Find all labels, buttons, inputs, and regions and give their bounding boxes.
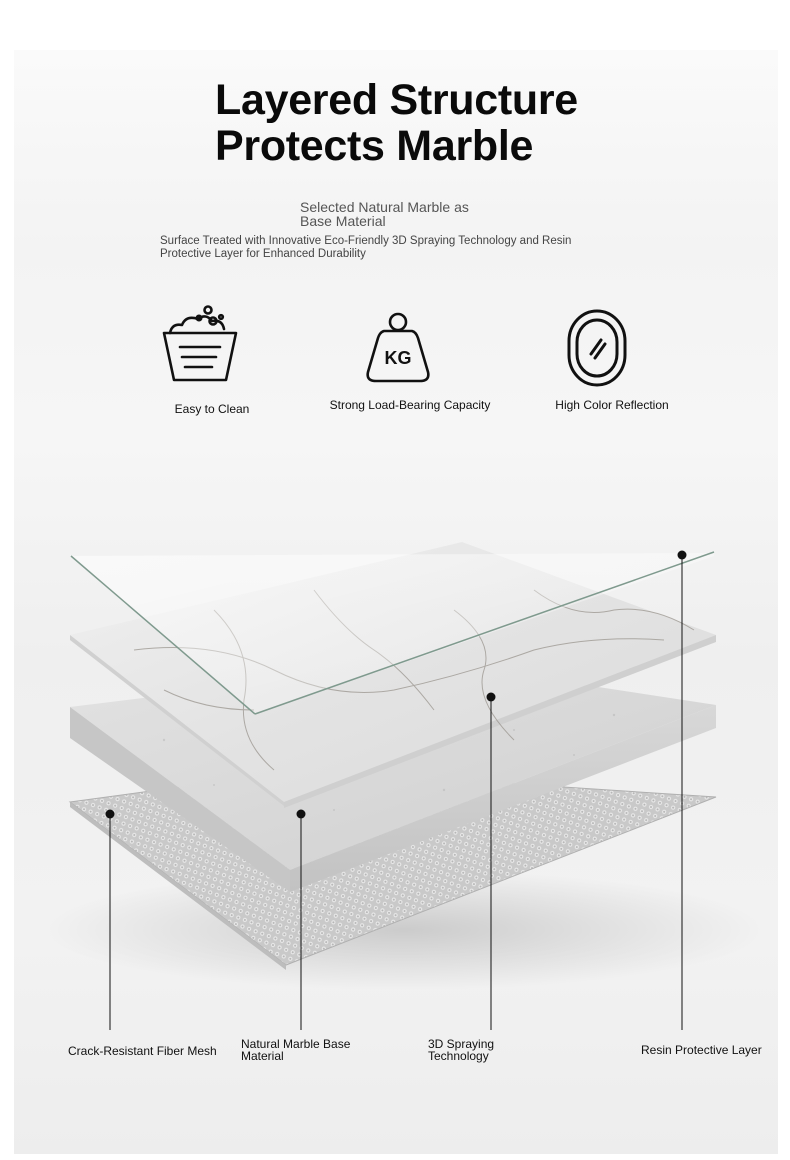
title-line-1: Layered Structure <box>215 76 578 124</box>
feature-label: Strong Load-Bearing Capacity <box>329 398 491 412</box>
product-infographic <box>14 50 778 1154</box>
callout-resin-text: Resin Protective Layer <box>641 1043 762 1057</box>
callout-marble-base-line-1: Natural Marble Base <box>241 1037 351 1051</box>
callout-fiber-mesh <box>68 1045 217 1057</box>
title-line-2: Protects Marble <box>215 122 534 170</box>
callout-resin <box>641 1044 762 1056</box>
callout-3d-spraying-line-1: 3D Spraying <box>428 1037 495 1051</box>
dot-fiber-mesh <box>106 810 115 819</box>
feature-label: Easy to Clean <box>174 402 250 416</box>
description-line-1: Surface Treated with Innovative Eco-Friendly 3D Spraying Technology and Resin <box>160 235 572 247</box>
subtitle-line-1: Selected Natural Marble as <box>300 199 469 215</box>
callout-3d-spraying-line-2: Technology <box>428 1049 489 1063</box>
description-line-2: Protective Layer for Enhanced Durability <box>160 248 366 260</box>
callout-3d-spraying <box>428 1038 494 1062</box>
subtitle-line-2: Base Material <box>300 213 386 229</box>
dot-marble-base <box>297 810 306 819</box>
feature-label: High Color Reflection <box>555 398 669 412</box>
layer-illustration <box>14 50 778 1154</box>
kg-text: KG <box>384 348 412 368</box>
callout-fiber-mesh-text: Crack-Resistant Fiber Mesh <box>68 1044 217 1058</box>
dot-resin <box>678 551 687 560</box>
callout-marble-base-line-2: Material <box>241 1049 284 1063</box>
dot-3d-spraying <box>487 693 496 702</box>
callout-marble-base <box>241 1038 350 1062</box>
